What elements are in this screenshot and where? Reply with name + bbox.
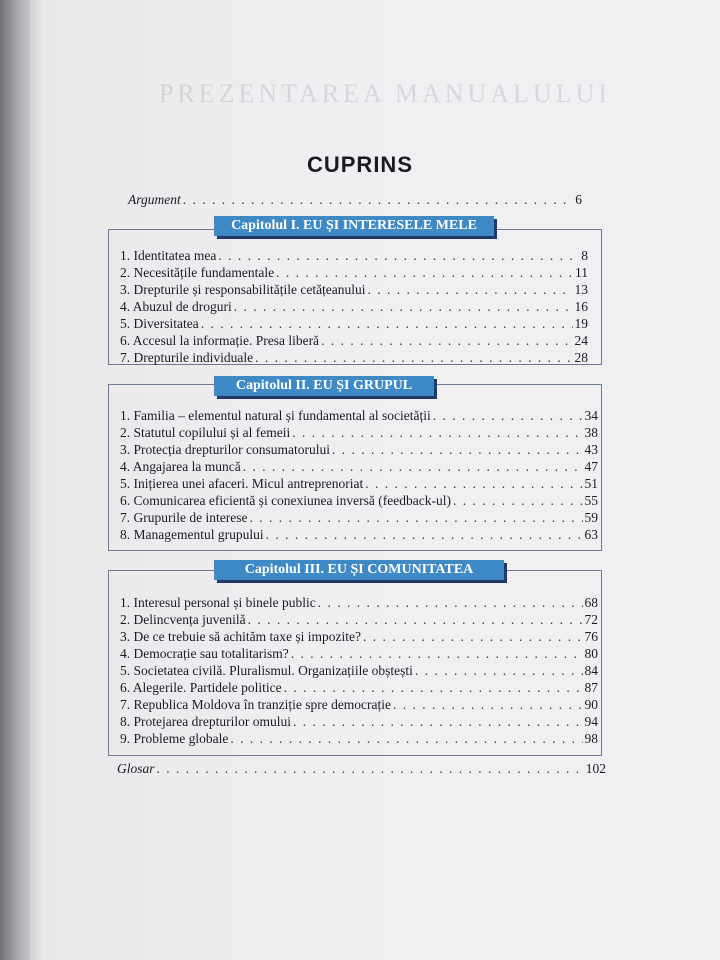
toc-entry-label: 6. Alegerile. Partidele politice: [120, 680, 282, 695]
toc-entry-page: 80: [584, 646, 598, 661]
leader-dots: [284, 679, 583, 696]
toc-entry-page: 84: [584, 663, 598, 678]
toc-entry-page: 8: [581, 248, 588, 263]
show-through-text: PREZENTAREA MANUALULUI: [158, 79, 612, 108]
toc-entry: [120, 611, 598, 628]
toc-entry-label: 1. Familia – elementul natural și fundamental al societății: [120, 408, 431, 423]
toc-entry-label: 3. De ce trebuie să achităm taxe și impozite?: [120, 629, 362, 644]
leader-dots: [332, 441, 583, 458]
toc-entry: [120, 332, 588, 349]
toc-entry: [120, 662, 598, 679]
leader-dots: [243, 458, 583, 475]
toc-entry-label: 5. Diversitatea: [120, 316, 199, 331]
toc-entry-page: 11: [575, 265, 588, 280]
toc-entry-label: 8. Managementul grupului: [120, 527, 264, 542]
toc-entry-page: 63: [584, 527, 598, 542]
leader-dots: [321, 332, 572, 349]
toc-entry: [120, 628, 598, 645]
toc-entry: [120, 730, 598, 747]
toc-entry: [120, 349, 588, 366]
toc-entry-label: Argument: [128, 192, 181, 207]
toc-entry-page: 94: [584, 714, 598, 729]
toc-entry-label: 3. Drepturile și responsabilitățile cetățeanului: [120, 282, 366, 297]
toc-entry: [120, 264, 588, 281]
toc-entry-page: 47: [584, 459, 598, 474]
toc-entry-page: 19: [574, 316, 588, 331]
leader-dots: [453, 492, 583, 509]
toc-entry-page: 102: [585, 761, 606, 776]
toc-entry-label: 4. Abuzul de droguri: [120, 299, 232, 314]
toc-entry: [120, 526, 598, 543]
toc-entry-label: 5. Inițierea unei afaceri. Micul antreprenoriat: [120, 476, 364, 491]
leader-dots: [415, 662, 583, 679]
toc-entry: [120, 509, 598, 526]
toc-entry-page: 6: [575, 192, 582, 207]
toc-entry-label: 2. Necesitățile fundamentale: [120, 265, 275, 280]
toc-entry-page: 72: [584, 612, 598, 627]
leader-dots: [183, 191, 574, 208]
page-title: CUPRINS: [306, 152, 413, 177]
leader-dots: [365, 475, 582, 492]
leader-dots: [276, 264, 573, 281]
leader-dots: [293, 713, 583, 730]
toc-entry-page: 68: [584, 595, 598, 610]
toc-entry: [120, 247, 588, 264]
toc-entry: [120, 713, 598, 730]
toc-entry-page: 24: [574, 333, 588, 348]
toc-entry-page: 59: [584, 510, 598, 525]
toc-entry-page: 16: [574, 299, 588, 314]
toc-entry-label: 4. Democrație sau totalitarism?: [120, 646, 289, 661]
toc-entry: [120, 594, 598, 611]
toc-entry: [120, 298, 588, 315]
toc-entry-page: 51: [584, 476, 598, 491]
leader-dots: [248, 611, 583, 628]
leader-dots: [292, 424, 582, 441]
toc-entry-label: 7. Grupurile de interese: [120, 510, 248, 525]
toc-entry-label: Glosar: [117, 761, 155, 776]
chapter-heading-2: Capitolul II. EU ȘI GRUPUL: [214, 376, 434, 396]
toc-entry: [120, 441, 598, 458]
toc-entry: [120, 492, 598, 509]
leader-dots: [234, 298, 573, 315]
leader-dots: [318, 594, 583, 611]
leader-dots: [291, 645, 583, 662]
toc-entry-label: 9. Probleme globale: [120, 731, 229, 746]
leader-dots: [255, 349, 572, 366]
toc-entry-label: 7. Drepturile individuale: [120, 350, 254, 365]
toc-entry-page: 87: [584, 680, 598, 695]
toc-entry: [120, 458, 598, 475]
toc-entry-label: 6. Accesul la informație. Presa liberă: [120, 333, 320, 348]
toc-entry-page: 90: [584, 697, 598, 712]
toc-entry-page: 98: [584, 731, 598, 746]
toc-entry-label: 5. Societatea civilă. Pluralismul. Organizațiile obștești: [120, 663, 413, 678]
leader-dots: [363, 628, 582, 645]
book-spine: [0, 0, 30, 960]
toc-entry-label: 4. Angajarea la muncă: [120, 459, 241, 474]
toc-entry: [120, 475, 598, 492]
toc-entry-label: 8. Protejarea drepturilor omului: [120, 714, 291, 729]
leader-dots: [393, 696, 582, 713]
toc-entry: [120, 696, 598, 713]
toc-entry-page: 55: [584, 493, 598, 508]
leader-dots: [201, 315, 573, 332]
toc-entry: [120, 315, 588, 332]
toc-entry: [120, 407, 598, 424]
leader-dots: [230, 730, 582, 747]
toc-entry: [120, 679, 598, 696]
toc-entry: [120, 645, 598, 662]
toc-entry-label: 1. Interesul personal și binele public: [120, 595, 316, 610]
toc-entry-label: 2. Delincvența juvenilă: [120, 612, 246, 627]
toc-entry: [120, 424, 598, 441]
toc-entry-argument: [128, 191, 582, 208]
chapter-heading-3: Capitolul III. EU ȘI COMUNITATEA: [214, 560, 504, 580]
leader-dots: [249, 509, 582, 526]
toc-entry-page: 38: [584, 425, 598, 440]
leader-dots: [157, 760, 584, 777]
toc-entry-page: 28: [574, 350, 588, 365]
leader-dots: [266, 526, 583, 543]
toc-entry: [120, 281, 588, 298]
leader-dots: [368, 281, 573, 298]
toc-entry-label: 3. Protecția drepturilor consumatorului: [120, 442, 330, 457]
toc-entry-label: 7. Republica Moldova în tranziție spre democrație: [120, 697, 392, 712]
toc-entry-page: 43: [584, 442, 598, 457]
toc-entry-page: 34: [584, 408, 598, 423]
toc-entry-glossary: [117, 760, 606, 777]
leader-dots: [433, 407, 583, 424]
toc-entry-page: 76: [584, 629, 598, 644]
toc-entry-label: 1. Identitatea mea: [120, 248, 217, 263]
toc-entry-page: 13: [574, 282, 588, 297]
chapter-heading-1: Capitolul I. EU ȘI INTERESELE MELE: [214, 216, 494, 236]
toc-entry-label: 2. Statutul copilului și al femeii: [120, 425, 291, 440]
toc-entry-label: 6. Comunicarea eficientă și conexiunea inversă (feedback-ul): [120, 493, 451, 508]
leader-dots: [218, 247, 579, 264]
